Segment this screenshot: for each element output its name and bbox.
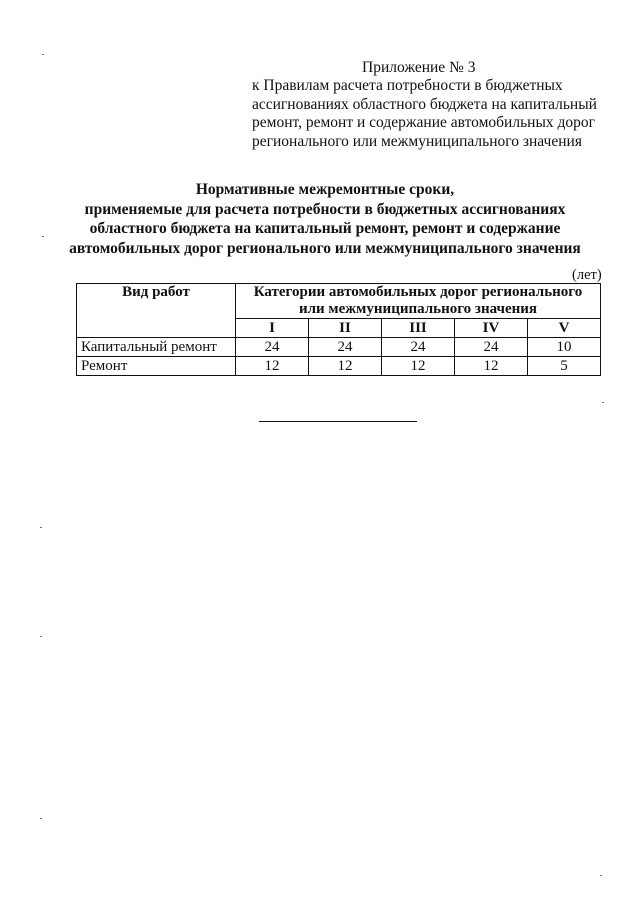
category-column-header: III: [382, 319, 455, 338]
category-column-header: II: [309, 319, 382, 338]
table-cell: 12: [309, 357, 382, 376]
table-cell: 12: [382, 357, 455, 376]
table-cell: 24: [455, 338, 528, 357]
scan-speck: [602, 402, 604, 403]
table-cell: 12: [236, 357, 309, 376]
document-title: [40, 180, 610, 258]
table-row: [77, 357, 601, 376]
category-column-header: IV: [455, 319, 528, 338]
intervals-table: [76, 283, 601, 376]
title-line: областного бюджета на капитальный ремонт, ремонт и содержание: [89, 220, 561, 237]
appendix-number: Приложение № 3: [362, 59, 476, 76]
title-line: применяемые для расчета потребности в бюджетных ассигнованиях: [84, 200, 566, 218]
scan-speck: [600, 875, 602, 876]
table-cell: 24: [236, 338, 309, 357]
category-column-header: I: [236, 319, 309, 338]
table-row: [77, 338, 601, 357]
scan-speck: [42, 236, 44, 237]
row-label: Капитальный ремонт: [77, 338, 236, 357]
closing-rule-line: [259, 421, 417, 422]
appendix-reference-line: ассигнованиях областного бюджета на капитальный: [252, 95, 597, 113]
appendix-reference: [252, 77, 612, 151]
scan-speck: [40, 527, 42, 528]
table-cell: 5: [528, 357, 601, 376]
scan-speck: [40, 818, 42, 819]
categories-header: Категории автомобильных дорог регионального или межмуниципального значения: [236, 284, 601, 319]
unit-label: (лет): [572, 267, 602, 283]
work-type-header: Вид работ: [77, 284, 236, 338]
category-column-header: V: [528, 319, 601, 338]
title-line: автомобильных дорог регионального или межмуниципального значения: [69, 239, 581, 257]
table-cell: 10: [528, 338, 601, 357]
row-label: Ремонт: [77, 357, 236, 376]
scan-speck: [42, 54, 44, 55]
appendix-reference-line: регионального или межмуниципального значения: [252, 132, 582, 150]
table-cell: 12: [455, 357, 528, 376]
table-cell: 24: [382, 338, 455, 357]
appendix-reference-line: к Правилам расчета потребности в бюджетных: [252, 77, 563, 94]
title-line: Нормативные межремонтные сроки,: [195, 181, 455, 198]
scan-speck: [40, 636, 42, 637]
table-cell: 24: [309, 338, 382, 357]
table-header-row: [77, 284, 601, 319]
appendix-reference-line: ремонт, ремонт и содержание автомобильных дорог: [252, 114, 595, 131]
